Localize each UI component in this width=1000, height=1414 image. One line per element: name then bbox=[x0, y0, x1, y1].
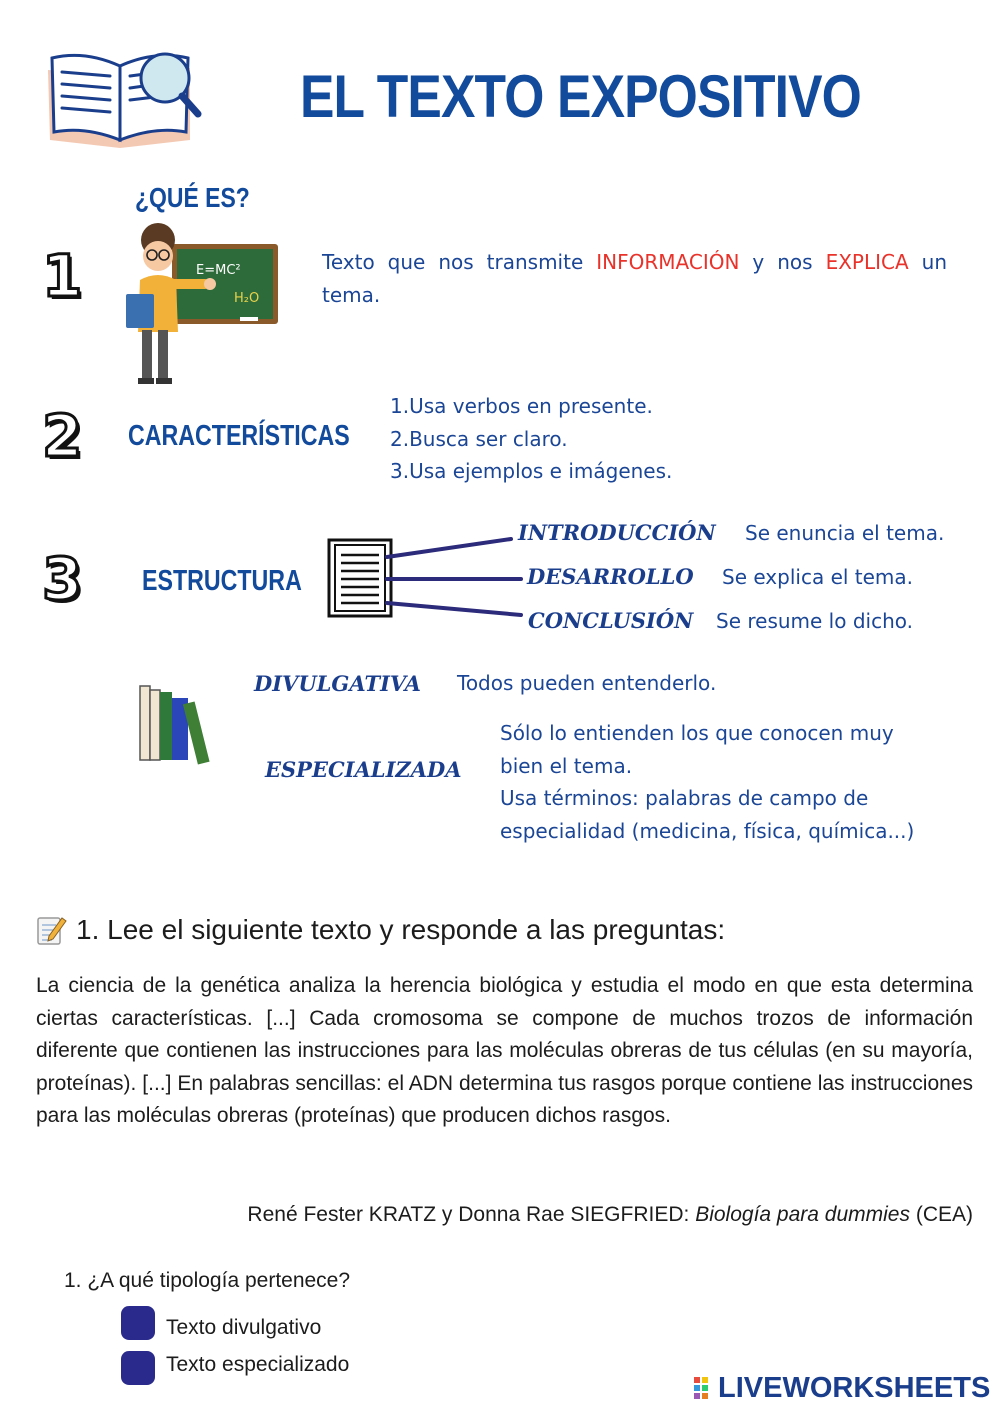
especializada-line: especialidad (medicina, física, química...) bbox=[500, 819, 915, 844]
memo-icon bbox=[35, 914, 67, 946]
list-item: 1.Usa verbos en presente. bbox=[390, 394, 653, 418]
question-text: 1. ¿A qué tipología pertenece? bbox=[64, 1269, 351, 1292]
list-item: 3.Usa ejemplos e imágenes. bbox=[390, 459, 673, 483]
section3-heading: ESTRUCTURA bbox=[142, 565, 302, 597]
characteristics-list bbox=[390, 390, 672, 488]
option-label: Texto divulgativo bbox=[166, 1316, 322, 1339]
divulgativa-desc: Todos pueden entenderlo. bbox=[457, 671, 717, 695]
citation-authors: René Fester KRATZ y Donna Rae SIEGFRIED: bbox=[247, 1203, 690, 1226]
citation-book: Biología para dummies bbox=[695, 1203, 910, 1226]
structure-development-desc: Se explica el tema. bbox=[722, 565, 914, 589]
option-checkbox[interactable] bbox=[121, 1351, 155, 1385]
teacher-illustration bbox=[120, 222, 282, 387]
definition-part2: y nos bbox=[752, 250, 813, 274]
board-water: H₂O bbox=[234, 291, 260, 306]
list-item: 2.Busca ser claro. bbox=[390, 426, 568, 451]
citation bbox=[247, 1203, 973, 1227]
exercise-title: 1. Lee el siguiente texto y responde a las preguntas: bbox=[76, 914, 726, 945]
especializada-line: bien el tema. bbox=[500, 753, 633, 778]
definition-part1: Texto que nos transmite bbox=[322, 250, 584, 274]
section1-definition bbox=[322, 246, 947, 312]
definition-explica: EXPLICA bbox=[825, 250, 909, 274]
board-formula: E=MC² bbox=[196, 263, 241, 278]
especializada-line: Usa términos: palabras de campo de bbox=[500, 786, 869, 811]
liveworksheets-brand[interactable]: LIVEWORKSHEETS bbox=[718, 1372, 991, 1404]
structure-conclusion-desc: Se resume lo dicho. bbox=[716, 609, 914, 633]
structure-conclusion-label: CONCLUSIÓN bbox=[528, 608, 694, 633]
option-label: Texto especializado bbox=[166, 1353, 350, 1376]
definition-part3: un tema. bbox=[322, 250, 948, 307]
section1-number: 1 bbox=[42, 242, 83, 310]
citation-publisher: (CEA) bbox=[915, 1203, 973, 1226]
document-icon bbox=[325, 535, 525, 620]
section2-number: 2 bbox=[42, 402, 83, 470]
structure-intro-label: INTRODUCCIÓN bbox=[518, 520, 716, 545]
books-icon bbox=[132, 680, 222, 765]
section1-heading: ¿QUÉ ES? bbox=[135, 182, 250, 213]
reading-passage: La ciencia de la genética analiza la herencia biológica y estudia el modo en que esta determina ciertas características. [...] Cada cromosoma se compone de muchos trozos de información diferente que contienen las instrucciones para las moléculas obreras de tus células (en su mayoría, proteínas). [...] En palabras sencillas: el ADN determina tus rasgos porque contiene las instrucciones para las moléculas obreras (proteínas) que producen dichos rasgos. bbox=[36, 974, 973, 1128]
liveworksheets-logo-icon bbox=[694, 1377, 716, 1401]
structure-intro-desc: Se enuncia el tema. bbox=[745, 521, 945, 545]
especializada-label: ESPECIALIZADA bbox=[265, 757, 462, 782]
especializada-desc bbox=[500, 717, 914, 848]
especializada-line: Sólo lo entienden los que conocen muy bbox=[500, 721, 894, 745]
section3-number: 3 bbox=[42, 545, 83, 613]
section2-heading: CARACTERÍSTICAS bbox=[128, 420, 350, 452]
page-title: EL TEXTO EXPOSITIVO bbox=[300, 63, 861, 130]
divulgativa-label: DIVULGATIVA bbox=[254, 671, 421, 696]
open-book-icon bbox=[40, 40, 205, 152]
definition-informacion: INFORMACIÓN bbox=[596, 250, 740, 274]
option-checkbox[interactable] bbox=[121, 1306, 155, 1340]
structure-development-label: DESARROLLO bbox=[527, 564, 694, 589]
